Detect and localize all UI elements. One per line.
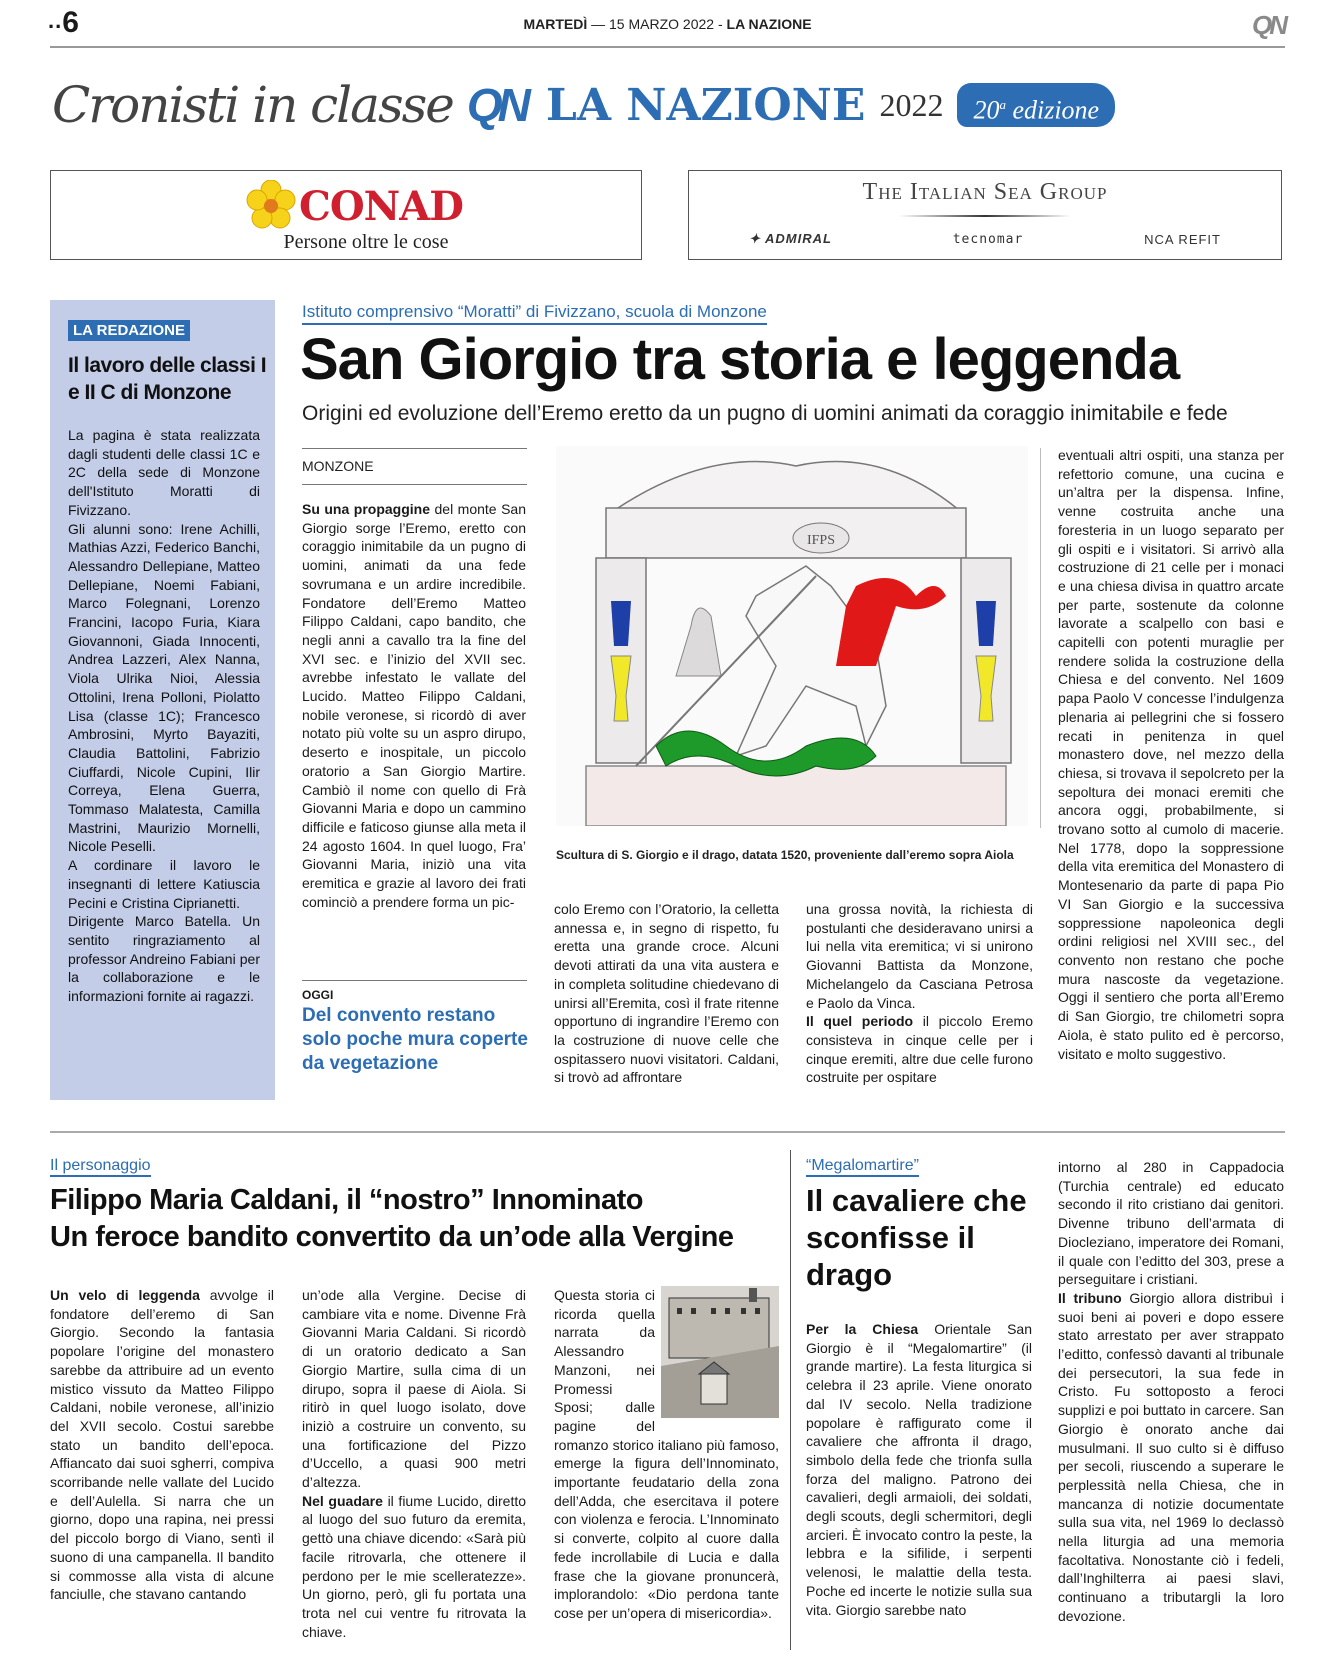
- column-text: avvolge il fondatore dell’eremo di San Giorgio. Secondo la fantasia popolare l’origine del monastero sarebbe da attribuire ad un evento mistico vissuto da Matteo Filippo Caldani, nobile veronese, all’inizio del XVII secolo. Costui sarebbe stato un bandito dell’epoca. Affiancato dai suoi sgherri, compiva scorribande nelle vallate del Lucido e dell’Aulella. Si narra che un giorno, dopo una rapina, nei pressi del piccolo borgo di Viano, sentì il suono di una campanella. Il bandito si commosse alla vista di alcune fanciulle, che stavano cantando: [50, 1287, 274, 1603]
- column-text: del monte San Giorgio sorge l’Eremo, eretto con coraggio inimitabile da un pugno di uomini, animati da una fede sovrumana e un ardire incredibile. Fondatore dell’Eremo Matteo Filippo Caldani, capo bandito, che negli anni a cavallo tra la fine del XVI sec. e l’inizio del XVII sec. avrebbe infestato le vallate del Lucido. Matteo Filippo Caldani, nobile veronese, si ricordò di aver notato più volte su un aspro dirupo, deserto e inospitale, un piccolo oratorio a San Giorgio Martire. Cambiò il nome con quello di Frà Giovanni Maria e dopo un cammino difficile e faticoso giunse alla meta il 24 agosto 1604. In quel luogo, Fra’ Giovanni Maria, iniziò una vita eremitica e grazie al lavoro dei frati cominciò a prendere forma un pic-: [302, 501, 526, 910]
- redazione-paragraph: Dirigente Marco Batella. Un sentito ringraziamento al professor Andreino Fabiani per la collaborazione e le informazioni fornite ai ragazzi.: [68, 913, 260, 1005]
- column-text: un’ode alla Vergine. Decise di cambiare vita e nome. Divenne Frà Giovanni Maria Caldani. Si ricordò di un oratorio dedicato a San Giorgio Martire, sulla cima di un dirupo, sopra il paese di Aiola. Si ritirò in quel luogo isolato, dove iniziò a costruire un convento, su una fortificazione del Pizzo d’Uccello, a quasi 900 metri d’altezza.: [302, 1287, 526, 1491]
- edition-label: edizione: [1012, 95, 1100, 125]
- entablature: [606, 508, 966, 558]
- sponsor-conad[interactable]: [50, 170, 642, 260]
- megalomartire-headline: Il cavaliere che sconfisse il drago: [806, 1183, 1027, 1292]
- column-text: il fiume Lucido, diretto al luogo del suo futuro da eremita, gettò una chiave dicendo: «Sarà più facile ritrovarla, che ottenere il perdono per le mie scelleratezze». Un giorno, però, gli fu portata una trota nel cui ventre fu ritrovata la chiave.: [302, 1492, 527, 1640]
- redazione-title: Il lavoro delle classi I e II C di Monzone: [68, 354, 267, 404]
- page-number: [48, 6, 80, 40]
- section-title: Cronisti in classe: [52, 76, 453, 134]
- edition-suffix: a: [999, 97, 1006, 112]
- banner-year: 2022: [879, 86, 944, 123]
- column-text: colo Eremo con l’Oratorio, la celletta annessa e, in segno di rispetto, fu eretta una grande croce. Alcuni devoti attirati da una vita austera e in completa solitudine chiedevano di unirsi all’Eremita, così il frate ritenne opportuno di ingrandire l’Eremo con la costruzione di nuove celle che ospitassero nuovi visitatori. Caldani, si trovò ad affrontare: [554, 901, 779, 1086]
- article-column-1: [302, 500, 526, 911]
- star-icon: ✦: [749, 231, 766, 246]
- megalomartire-column-1: [806, 1320, 1032, 1619]
- column-text: Giorgio allora distribuì i suoi beni ai poveri e dopo essere stato arrestato per aver strappato l’editto, confessò davanti al tribunale dei persecutori, la sua fede in Cristo. Fu sottoposto a feroci supplizi e poi buttato in carcere. San Giorgio è onorato anche dai musulmani. Il suo culto si è diffuso per secoli, riuscendo a superare le perplessità nella Chiesa, che in mancanza di notizie documentate sulla sua vita, nel 1969 lo declassò nella liturgia ad una memoria facoltativa. Nonostante ciò i fedeli, dall’Inghilterra ai paesi slavi, continuano a tributargli la loro devozione.: [1058, 1289, 1284, 1624]
- personaggio-kicker: Il personaggio: [50, 1157, 151, 1177]
- base: [586, 766, 1006, 826]
- sponsor-italian-sea-group[interactable]: [688, 170, 1282, 260]
- italian-sea-group-wordmark: The Italian Sea Group: [862, 179, 1108, 205]
- brand-admiral: [749, 231, 832, 247]
- qn-logo-small: QN: [1252, 10, 1285, 40]
- personaggio-column-1: [50, 1286, 274, 1604]
- lead-bold: Il tribuno: [1058, 1289, 1122, 1306]
- redazione-paragraph: La pagina è stata realizzata dagli studenti delle classi 1C e 2C della sede di Monzone dell'Istituto Moratti di Fivizzano.: [68, 427, 260, 518]
- personaggio-column-2: [302, 1286, 526, 1641]
- personaggio-headline: [50, 1182, 780, 1256]
- article-subhead: Origini ed evoluzione dell’Eremo eretto da un pugno di uomini animati da coraggio inimitabile e fede: [302, 402, 1228, 425]
- banner: [52, 70, 1284, 140]
- article-kicker: Istituto comprensivo “Moratti” di Fivizzano, scuola di Monzone: [302, 302, 767, 325]
- redazione-box: [50, 300, 275, 1100]
- pullquote: Del convento restano solo poche mura coperte da vegetazione: [302, 1005, 528, 1074]
- page-number-value: 6: [62, 6, 80, 39]
- photo-caption: Scultura di S. Giorgio e il drago, datata 1520, proveniente dall’eremo sopra Aiola: [556, 848, 1014, 862]
- brand-row: [749, 231, 1221, 247]
- page-dots: ..: [48, 8, 63, 33]
- megalomartire-kicker: “Megalomartire”: [806, 1157, 919, 1177]
- divider: [302, 484, 527, 485]
- brand-admiral-label: ADMIRAL: [765, 231, 832, 246]
- pullquote-label: OGGI: [302, 988, 334, 1002]
- inscription-text: IFPS: [806, 533, 836, 548]
- qn-logo: QN: [466, 79, 526, 131]
- brand-tecnomar: tecnomar: [952, 231, 1024, 247]
- lead-bold: Un velo di leggenda: [50, 1287, 200, 1303]
- redazione-body: [68, 426, 260, 1006]
- column-text: il piccolo Eremo consisteva in cinque celle per i cinque eremiti, altre due celle furono costruite per ospitare: [806, 1013, 1034, 1086]
- conad-tagline: Persone oltre le cose: [283, 231, 449, 253]
- personaggio-column-3: [554, 1286, 779, 1623]
- divider: [302, 448, 527, 449]
- redazione-paragraph: Gli alunni sono: Irene Achilli, Mathias Azzi, Federico Banchi, Alessandro Dellepiane, Matteo Dellepiane, Noemi Fabiani, Marco Folegnani, Lorenzo Francini, Iacopo Furia, Kiara Giovannoni, Giada Innocenti, Andrea Lazzeri, Alex Nanna, Viola Ulrika Nioi, Alessia Ottolini, Irena Polloni, Piolatto Lisa (classe 1C); Francesco Ambrosini, Myrto Bayaziti, Claudia Battolini, Fabrizio Ciuffardi, Nicole Cupini, Ilir Correya, Elena Guerra, Tommaso Malatesta, Camilla Mastrini, Maurizio Mornelli, Nicole Peselli.: [68, 520, 260, 855]
- eremo-drawing-image: [661, 1286, 779, 1418]
- wordmark-underline: [899, 215, 1071, 217]
- lead-bold: Su una propaggine: [302, 501, 430, 517]
- lead-bold: Il quel periodo: [806, 1013, 914, 1030]
- redazione-paragraph: A cordinare il lavoro le insegnanti di lettere Katiuscia Pecini e Cristina Ciprianetti.: [68, 857, 260, 911]
- article-column-2: [554, 900, 779, 1087]
- column-text: Questa storia ci ricorda quella narrata da Alessandro Manzoni, nei Promessi Sposi; dalle pagine del romanzo storico italiano più famoso, emerge la figura dell’Innominato, importante feudatario della zona dell’Adda, che esercitava il potere con violenza e ferocia. L’Innominato si converte, colpito al cuore dalla fede incrollabile di Lucia e dalla frase che la giovane pronuncerà, implorandolo: «Dio perdona tante cose per un’opera di misericordia».: [554, 1287, 779, 1621]
- dateline-date: 15 MARZO 2022: [609, 16, 715, 32]
- megalomartire-column-2: [1058, 1158, 1284, 1626]
- divider: [1040, 448, 1041, 828]
- divider: [302, 980, 527, 981]
- article-location: MONZONE: [302, 458, 374, 474]
- article-column-4: [1058, 446, 1284, 1063]
- dateline: MARTEDÌ — 15 MARZO 2022 - LA NAZIONE: [523, 16, 812, 32]
- lead-bold: Per la Chiesa: [806, 1321, 919, 1337]
- edition-badge: [957, 83, 1115, 127]
- headline-line: Filippo Maria Caldani, il “nostro” Innominato: [50, 1184, 643, 1216]
- dateline-newspaper: LA NAZIONE: [726, 16, 812, 32]
- headline-line: Un feroce bandito convertito da un’ode alla Vergine: [50, 1221, 734, 1253]
- dateline-day: MARTEDÌ: [523, 16, 588, 32]
- column-text: una grossa novità, la richiesta di postulanti che desideravano unirsi a lui nella vita eremitica; vi si unirono Giovanni Battista da Monzone, Michelangelo da Casciana Petrosa e Paolo da Vinca.: [806, 901, 1033, 1011]
- right-vase-flower: [976, 601, 996, 646]
- brand-nca-refit: NCA REFIT: [1144, 231, 1221, 247]
- column-text: eventuali altri ospiti, una stanza per refettorio comune, una cucina e un’altra per la dispensa. Infine, venne costruita anche una foresteria in un luogo separato per gli ospiti e i visitatori. Si arrivò alla costruzione di 21 celle per i monaci e una chiesa divisa in quattro arcate per parte, sostenute da colonne lavorate a scalpello con basi e capitelli con potenti muraglie per rendere solida la costruzione della Chiesa e del convento. Nel 1609 papa Paolo V concesse l’indulgenza plenaria ai pellegrini che si fossero recati in penitenza in quel monastero dove, nel mezzo della chiesa, si trovava il sepolcreto per la sepoltura dei monaci eremiti che ancora oggi, probabilmente, si trovano sotto al cumolo di macerie. Nel 1778, dopo la soppressione della vita eremitica del Monastero di Montesenario da parte di papa Pio VI San Giorgio e la successiva soppressione napoleonica degli ordini religiosi nel XVIII sec., del convento non restano che poche mura nascoste da vegetazione. Oggi il sentiero che porta all’Eremo di San Giorgio, tre chilometri sopra Aiola, è stato pulito ed è percorso, visitato e molto suggestivo.: [1058, 447, 1284, 1062]
- lead-bold: Nel guadare: [302, 1492, 383, 1509]
- left-vase-flower: [611, 601, 631, 646]
- column-text: intorno al 280 in Cappadocia (Turchia centrale) ed educato secondo il rito cristiano dai genitori. Divenne tribuno dell’armata di Diocleziano, imperatore dei Romani, il quale con l’editto del 303, prese a perseguitare i cristiani.: [1058, 1159, 1284, 1288]
- conad-wordmark: CONAD: [299, 183, 463, 230]
- header-rule: [50, 46, 1285, 48]
- section-divider: [50, 1131, 1285, 1133]
- article-headline: San Giorgio tra storia e leggenda: [300, 327, 1180, 392]
- newspaper-logo: LA NAZIONE: [545, 79, 866, 131]
- redazione-tag: LA REDAZIONE: [68, 320, 190, 341]
- edition-number: 20: [973, 95, 1000, 125]
- article-column-3: [806, 900, 1033, 1087]
- column-divider: [790, 1150, 791, 1650]
- conad-flower-icon: [246, 180, 296, 230]
- column-text: Orientale San Giorgio è il “Megalomartire” (il grande martire). La festa liturgica si celebra il 23 aprile. Viene onorato dal IV secolo. Nella tradizione popolare è raffigurato come il cavaliere che affronta il drago, simbolo della fede che trionfa sulla forza del maligno. Patrono dei cavalieri, degli armaioli, dei soldati, degli scouts, degli schermitori, degli arcieri. È invocato contro la peste, la lebbra e la sifilide, i serpenti velenosi, le malattie della testa. Poche ed incerte le notizie sulla sua vita. Giorgio sarebbe nato: [806, 1321, 1032, 1618]
- san-giorgio-sculpture-image: [556, 446, 1028, 826]
